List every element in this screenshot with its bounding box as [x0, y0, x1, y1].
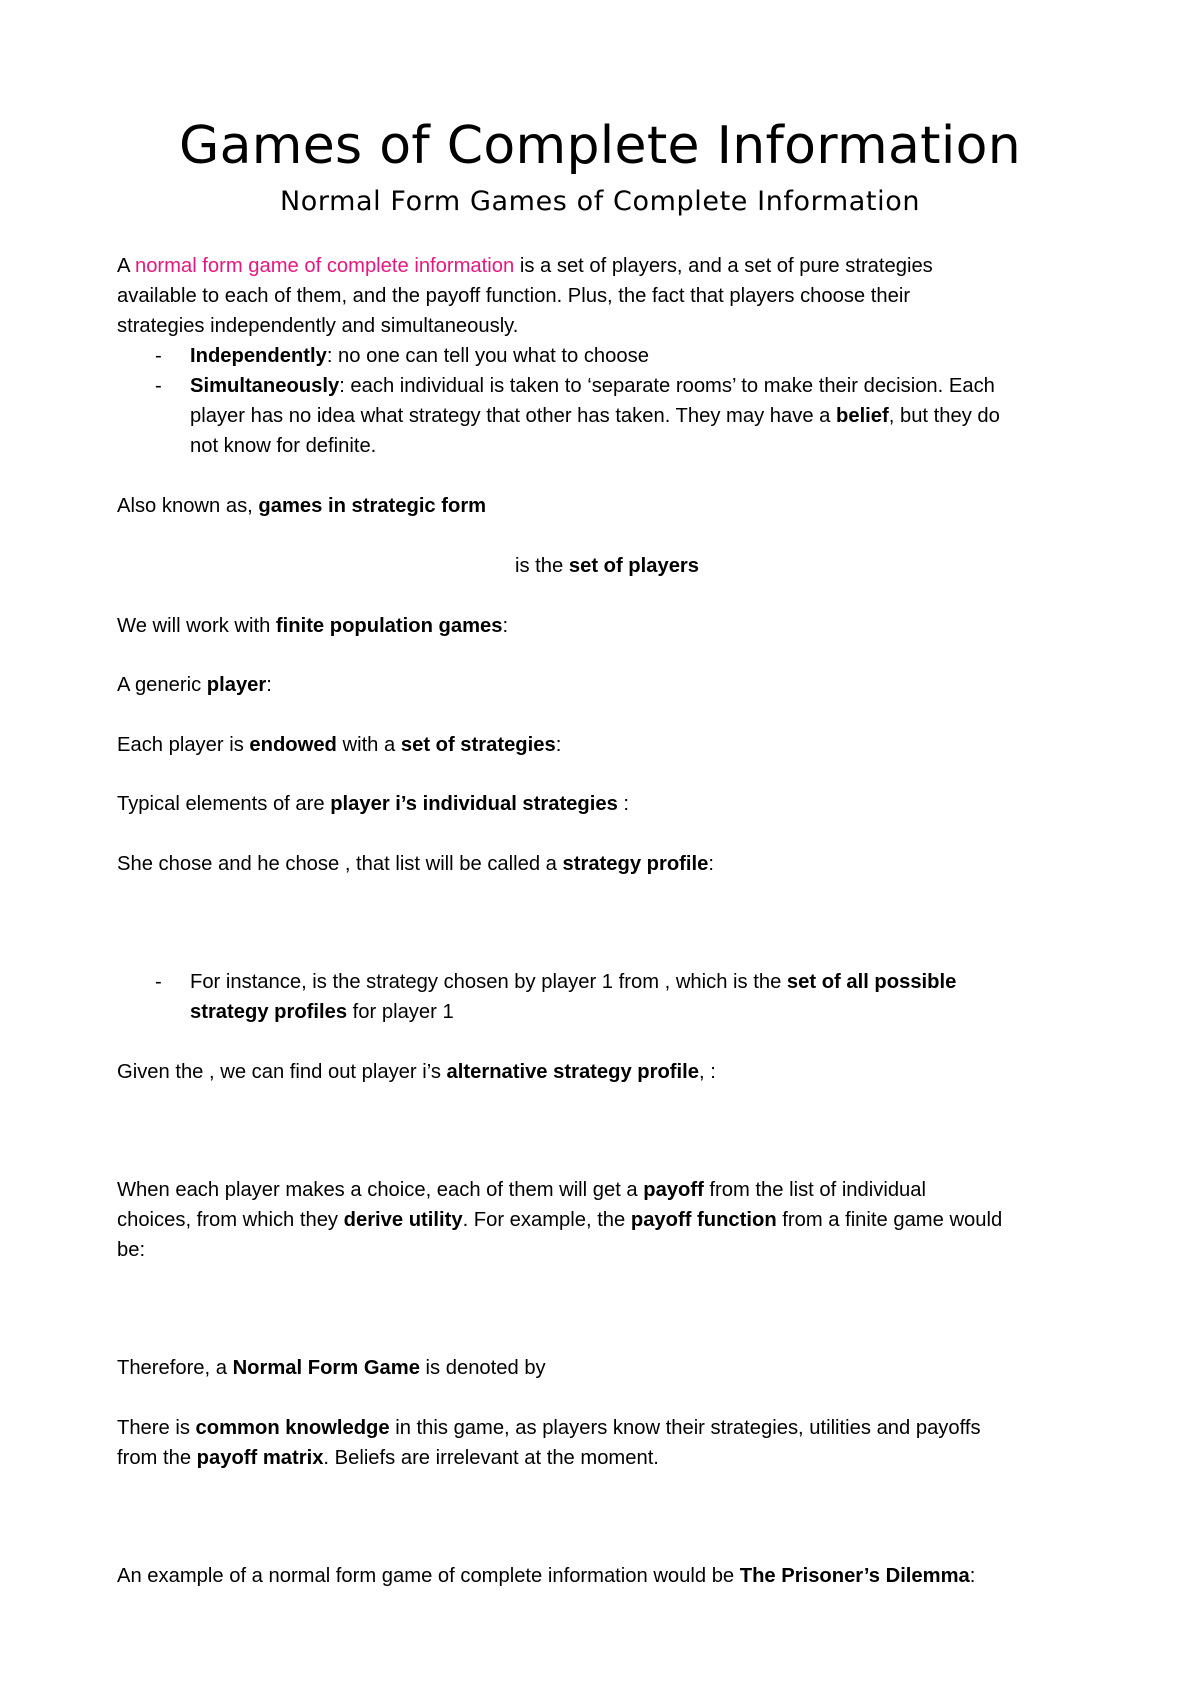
prisoners-dilemma-line: An example of a normal form game of complete information would be The Prisoner’s Dilemma:	[117, 1565, 976, 1587]
payoff-line-3: be:	[117, 1239, 146, 1261]
intro-line-2: available to each of them, and the payoff function. Plus, the fact that players choose their	[117, 285, 911, 307]
bullet-simultaneously-line-2: player has no idea what strategy that other has taken. They may have a belief, but they do	[190, 405, 1000, 427]
intro-line-3: strategies independently and simultaneously.	[117, 315, 519, 337]
payoff-line-1: When each player makes a choice, each of them will get a payoff from the list of individual	[117, 1179, 926, 1201]
bullet-independently: Independently: no one can tell you what to choose	[190, 345, 649, 367]
bullet-dash: -	[155, 971, 162, 993]
bullet-for-instance-line-2: strategy profiles for player 1	[190, 1001, 454, 1023]
document-title: Games of Complete Information	[179, 116, 1021, 176]
finite-population-line: We will work with finite population games:	[117, 615, 509, 637]
bullet-for-instance: For instance, is the strategy chosen by player 1 from , which is the set of all possible	[190, 971, 957, 993]
bullet-dash: -	[155, 375, 162, 397]
strategy-profile-line: She chose and he chose , that list will be called a strategy profile:	[117, 853, 714, 875]
payoff-line-2: choices, from which they derive utility. For example, the payoff function from a finite game would	[117, 1209, 1003, 1231]
set-of-players-line: is the set of players	[514, 555, 700, 577]
normal-form-game-line: Therefore, a Normal Form Game is denoted by	[117, 1357, 546, 1379]
common-knowledge-line-1: There is common knowledge in this game, as players know their strategies, utilities and payoffs	[117, 1417, 981, 1439]
generic-player-line: A generic player:	[117, 674, 272, 696]
bullet-simultaneously-line-3: not know for definite.	[190, 435, 377, 457]
bullet-simultaneously: Simultaneously: each individual is taken to ‘separate rooms’ to make their decision. Each	[190, 375, 995, 397]
common-knowledge-line-2: from the payoff matrix. Beliefs are irrelevant at the moment.	[117, 1447, 659, 1469]
intro-line-1: A normal form game of complete information is a set of players, and a set of pure strategies	[117, 255, 933, 277]
individual-strategies-line: Typical elements of are player i’s individual strategies :	[117, 793, 630, 815]
document-subtitle: Normal Form Games of Complete Information	[279, 186, 921, 217]
also-known-as: Also known as, games in strategic form	[117, 495, 487, 517]
set-of-strategies-line: Each player is endowed with a set of strategies:	[117, 734, 562, 756]
bullet-dash: -	[155, 345, 162, 367]
highlighted-term: normal form game of complete information	[134, 255, 515, 277]
alternative-profile-line: Given the , we can find out player i’s alternative strategy profile, :	[117, 1061, 716, 1083]
